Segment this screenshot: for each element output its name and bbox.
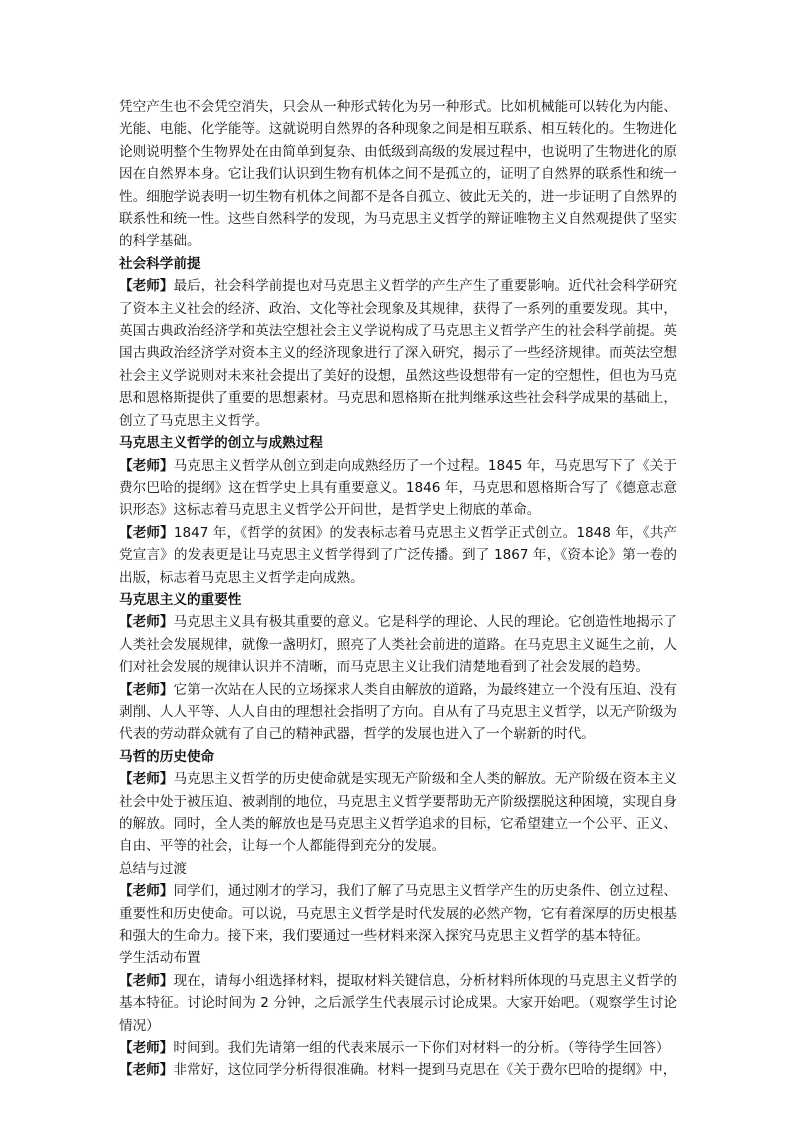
speaker-label: 【老师】 xyxy=(119,524,174,541)
paragraph-text: 现在，请每小组选择材料，提取材料关键信息，分析材料所体现的马克思主义哲学的基本特征。讨论时间为 2 分钟，之后派学生代表展示讨论成果。大家开始吧。（观察学生讨论情况） xyxy=(119,972,678,1034)
paragraph-natural-science-continuation xyxy=(119,96,677,253)
speaker-label: 【老师】 xyxy=(119,278,174,295)
paragraph-text: 1847 年，《哲学的贫困》的发表标志着马克思主义哲学正式创立。1848 年，《共产党宣言》的发表更是让马克思主义哲学得到了广泛传播。到了 1867 年，《资本论》第一卷的出版，标志着马克思主义哲学走向成熟。 xyxy=(119,524,678,586)
paragraph-text: 马克思主义具有极其重要的意义。它是科学的理论、人民的理论。它创造性地揭示了人类社会发展规律，就像一盏明灯，照亮了人类社会前进的道路。在马克思主义诞生之前，人们对社会发展的规律认识并不清晰，而马克思主义让我们清楚地看到了社会发展的趋势。 xyxy=(119,614,678,676)
paragraph-importance-2 xyxy=(119,679,677,746)
paragraph-text: 凭空产生也不会凭空消失，只会从一种形式转化为另一种形式。比如机械能可以转化为内能、光能、电能、化学能等。这就说明自然界的各种现象之间是相互联系、相互转化的。生物进化论则说明整个生物界处在由简单到复杂、由低级到高级的发展过程中，也说明了生物进化的原因在自然界本身。它让我们认识到生物有机体之间不是孤立的，证明了自然界的联系性和统一性。细胞学说表明一切生物有机体之间都不是各自孤立、彼此无关的，进一步证明了自然界的联系性和统一性。这些自然科学的发现，为马克思主义哲学的辩证唯物主义自然观提供了坚实的科学基础。 xyxy=(119,99,677,250)
paragraph-text: 它第一次站在人民的立场探求人类自由解放的道路，为最终建立一个没有压迫、没有剥削、人人平等、人人自由的理想社会指明了方向。自从有了马克思主义哲学，以无产阶级为代表的劳动群众就有了自己的精神武器，哲学的发展也进入了一个崭新的时代。 xyxy=(119,681,678,743)
paragraph-social-science xyxy=(119,275,677,432)
paragraph-founding-1 xyxy=(119,455,677,522)
speaker-label: 【老师】 xyxy=(119,883,174,900)
speaker-label: 【老师】 xyxy=(119,1040,174,1057)
section-heading-mission: 马哲的历史使命 xyxy=(119,748,215,765)
paragraph-text: 最后，社会科学前提也对马克思主义哲学的产生产生了重要影响。近代社会科学研究了资本主义社会的经济、政治、文化等社会现象及其规律，获得了一系列的重要发现。其中，英国古典政治经济学和英法空想社会主义学说构成了马克思主义哲学产生的社会科学前提。英国古典政治经济学对资本主义的经济现象进行了深入研究，揭示了一些经济规律。而英法空想社会主义学说则对未来社会提出了美好的设想，虽然这些设想带有一定的空想性，但也为马克思和恩格斯提供了重要的思想素材。马克思和恩格斯在批判继承这些社会科学成果的基础上，创立了马克思主义哲学。 xyxy=(119,278,678,429)
speaker-label: 【老师】 xyxy=(119,1062,174,1079)
document-page xyxy=(119,96,677,1082)
paragraph-text: 马克思主义哲学的历史使命就是实现无产阶级和全人类的解放。无产阶级在资本主义社会中处于被压迫、被剥削的地位，马克思主义哲学要帮助无产阶级摆脱这种困境，实现自身的解放。同时，全人类的解放也是马克思主义哲学追求的目标，它希望建立一个公平、正义、自由、平等的社会，让每一个人都能得到充分的发展。 xyxy=(119,771,678,855)
speaker-label: 【老师】 xyxy=(119,681,174,698)
paragraph-founding-2 xyxy=(119,522,677,589)
paragraph-summary xyxy=(119,880,677,947)
paragraph-activity-2 xyxy=(119,1037,677,1059)
section-heading-founding: 马克思主义哲学的创立与成熟过程 xyxy=(119,435,323,452)
section-heading-activity: 学生活动布置 xyxy=(119,950,201,967)
paragraph-activity-1 xyxy=(119,970,677,1037)
speaker-label: 【老师】 xyxy=(119,614,174,631)
paragraph-text: 非常好，这位同学分析得很准确。材料一提到马克思在《关于费尔巴哈的提纲》中， xyxy=(173,1062,677,1079)
paragraph-text: 时间到。我们先请第一组的代表来展示一下你们对材料一的分析。（等待学生回答） xyxy=(173,1040,670,1057)
paragraph-activity-3 xyxy=(119,1059,677,1081)
speaker-label: 【老师】 xyxy=(119,972,174,989)
speaker-label: 【老师】 xyxy=(119,771,174,788)
paragraph-text: 同学们，通过刚才的学习，我们了解了马克思主义哲学产生的历史条件、创立过程、重要性和历史使命。可以说，马克思主义哲学是时代发展的必然产物，它有着深厚的历史根基和强大的生命力。接下来，我们要通过一些材料来深入探究马克思主义哲学的基本特征。 xyxy=(119,883,678,945)
paragraph-text: 马克思主义哲学从创立到走向成熟经历了一个过程。1845 年，马克思写下了《关于费尔巴哈的提纲》这在哲学史上具有重要意义。1846 年，马克思和恩格斯合写了《德意志意识形态》这标志着马克思主义哲学公开问世，是哲学史上彻底的革命。 xyxy=(119,457,677,519)
section-heading-importance: 马克思主义的重要性 xyxy=(119,591,242,608)
section-heading-summary: 总结与过渡 xyxy=(119,860,187,877)
paragraph-importance-1 xyxy=(119,611,677,678)
paragraph-mission xyxy=(119,768,677,858)
speaker-label: 【老师】 xyxy=(119,457,174,474)
section-heading-social-science: 社会科学前提 xyxy=(119,255,201,272)
